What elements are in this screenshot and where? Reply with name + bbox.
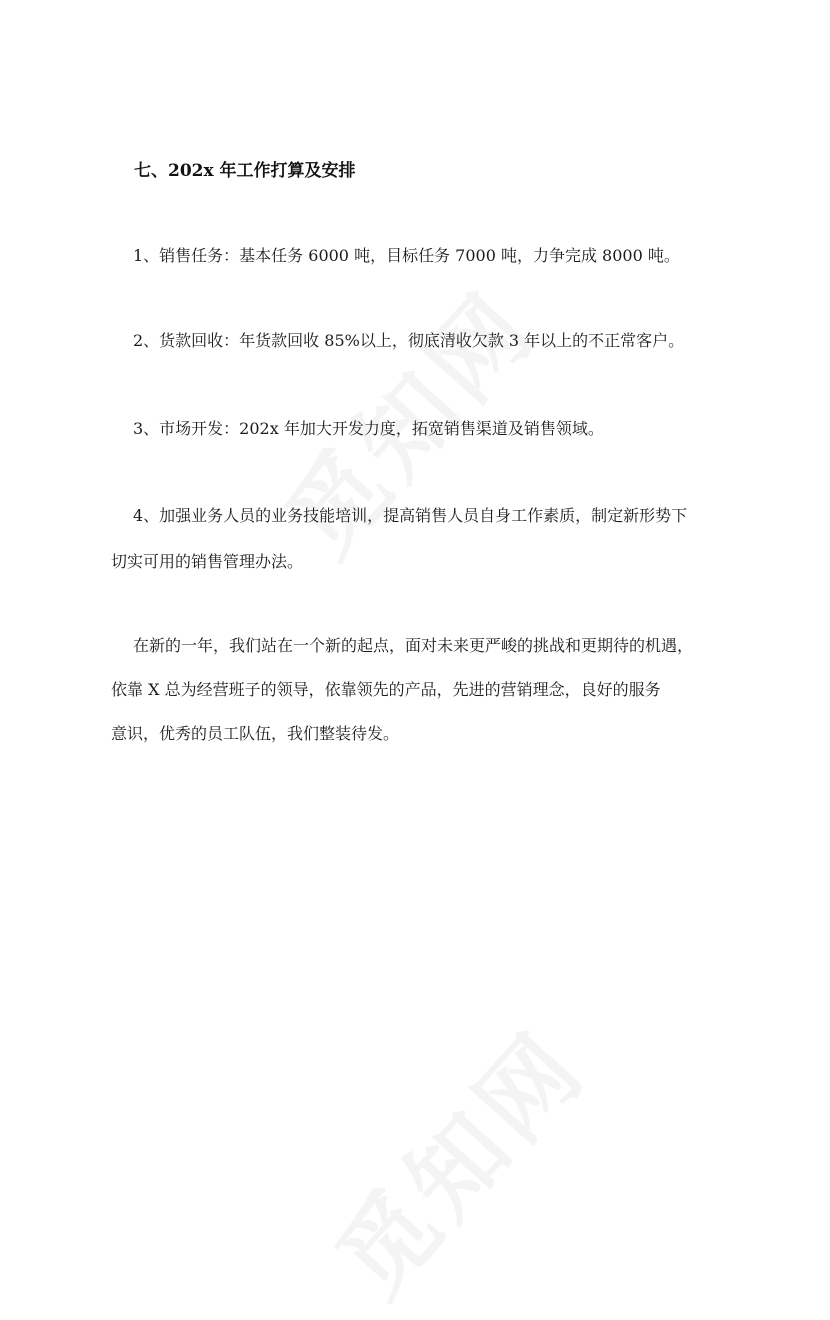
paragraph-line: 依靠 X 总为经营班子的领导，依靠领先的产品，先进的营销理念，良好的服务: [111, 680, 661, 699]
paragraph-line: 在新的一年，我们站在一个新的起点，面对未来更严峻的挑战和更期待的机遇，: [133, 636, 694, 655]
section-heading: 七、202x 年工作打算及安排: [134, 161, 356, 181]
paragraph-line: 意识，优秀的员工队伍，我们整装待发。: [111, 724, 400, 743]
list-item-sales-task: 1、销售任务：基本任务 6000 吨，目标任务 7000 吨，力争完成 8000 吨。: [133, 246, 680, 265]
paragraph-line: 4、加强业务人员的业务技能培训，提高销售人员自身工作素质，制定新形势下: [133, 506, 688, 525]
closing-paragraph: [111, 636, 723, 768]
paragraph-line: 切实可用的销售管理办法。: [111, 552, 304, 571]
watermark: [301, 997, 612, 1320]
list-item-market-development: 3、市场开发：202x 年加大开发力度，拓宽销售渠道及销售领域。: [133, 419, 604, 438]
list-item-staff-training: [111, 506, 723, 598]
list-item-payment-collection: 2、货款回收：年货款回收 85%以上，彻底清收欠款 3 年以上的不正常客户。: [133, 331, 685, 350]
